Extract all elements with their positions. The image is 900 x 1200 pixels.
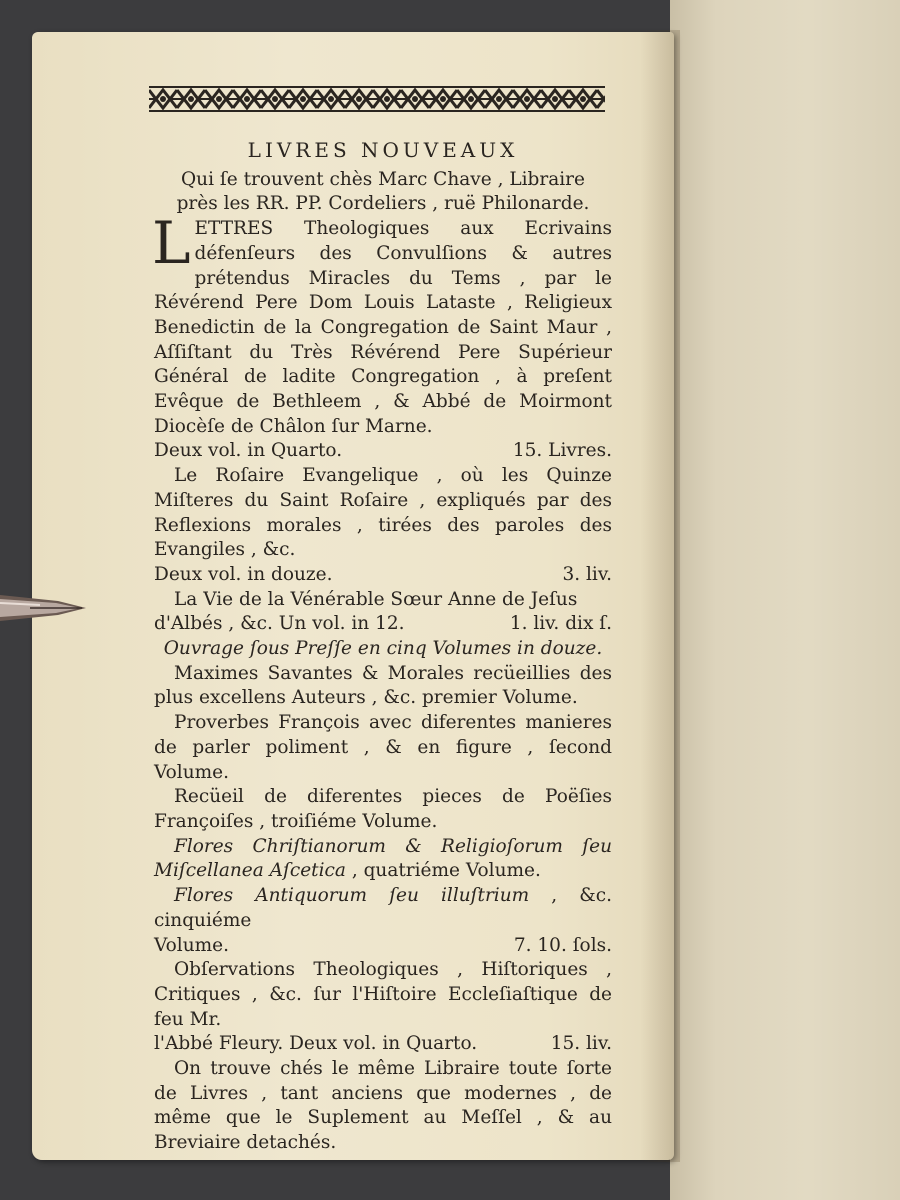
drop-cap: L [152, 209, 191, 278]
address-line: près les RR. PP. Cordeliers , ruë Philonarde. [176, 193, 590, 215]
pen-nib-icon [0, 583, 90, 633]
entry-format: l'Abbé Fleury. Deux vol. in Quarto. [154, 1033, 478, 1055]
entry-price: 15. Livres. [512, 440, 612, 462]
volume-2: Proverbes François avec diferentes manieres de parler poliment , & en figure , ſecond Volume. [154, 712, 612, 783]
volume-1: Maximes Savantes & Morales recüeillies des plus excellens Auteurs , &c. premier Volume. [154, 662, 612, 709]
entry-format: d'Albés , &c. Un vol. in 12. [154, 613, 405, 635]
entry-format: Deux vol. in douze. [154, 563, 333, 585]
page-text [154, 138, 612, 1156]
volume-4 [154, 835, 612, 884]
volume-label: , &c. cinquiéme [154, 885, 612, 931]
volume-5 [154, 884, 612, 933]
entry-vie: La Vie de la Vénérable Sœur Anne de Jeſus [174, 588, 578, 610]
entry-vie-price-line [154, 612, 612, 637]
entry-price: 1. liv. dix ſ. [509, 613, 612, 635]
facing-page [670, 0, 900, 1200]
entry-text: ETTRES Theologiques aux Ecrivains défenſeurs des Convulſions & autres prétendus Miracles du Tems , par le Révérend Pere Dom Louis Lataste , Religieux Benedictin de la Congregation de Saint Maur , Aſſiſtant du Très Révérend Pere Supérieur Général de ladite Congregation , à preſent Evêque de Bethleem , & Abbé de Moirmont Diocèſe de Châlon ſur Marne. [154, 218, 612, 437]
volume-3: Recüeil de diferentes pieces de Poëſies Françoiſes , troiſiéme Volume. [154, 786, 612, 832]
entry-format: Deux vol. in Quarto. [154, 440, 343, 462]
entry-observations-price-line [154, 1032, 612, 1057]
volume-5-price-line [154, 934, 612, 959]
closing-note: On trouve chés le même Libraire toute ſorte de Livres , tant anciens que modernes , de même que le Suplement au Meſſel , & au Breviaire detachés. [154, 1058, 612, 1154]
ornament-band [149, 86, 605, 112]
entry-lettres-price-line [154, 439, 612, 464]
entry-price: 7. 10. ſols. [513, 934, 612, 956]
entry-price: 15. liv. [550, 1033, 612, 1055]
entry-lettres [152, 209, 612, 439]
entry-rosaire: Le Roſaire Evangelique , où les Quinze Miſteres du Saint Roſaire , expliqués par des Reflexions morales , tirées des paroles des Evangiles , &c. [154, 465, 612, 561]
press-heading: Ouvrage ſous Preſſe en cinq Volumes in douze. [163, 638, 603, 660]
latin-title: Flores Antiquorum ſeu illuſtrium [174, 885, 530, 907]
entry-rosaire-price-line [154, 563, 612, 588]
publisher-line: Qui ſe trouvent chès Marc Chave , Libraire [181, 168, 585, 190]
entry-price: 3. liv. [562, 563, 612, 585]
page-title: LIVRES NOUVEAUX [247, 138, 519, 162]
latin-title: Flores Chriſtianorum & Religioſorum ſeu Miſcellanea Aſcetica [154, 835, 612, 882]
volume-label: , quatriéme Volume. [351, 860, 541, 882]
gutter-shadow [640, 30, 680, 1162]
entry-format: Volume. [154, 934, 230, 956]
entry-observations: Obſervations Theologiques , Hiſtoriques , Critiques , &c. ſur l'Hiſtoire Eccleſiaſtique de feu Mr. [154, 959, 612, 1030]
